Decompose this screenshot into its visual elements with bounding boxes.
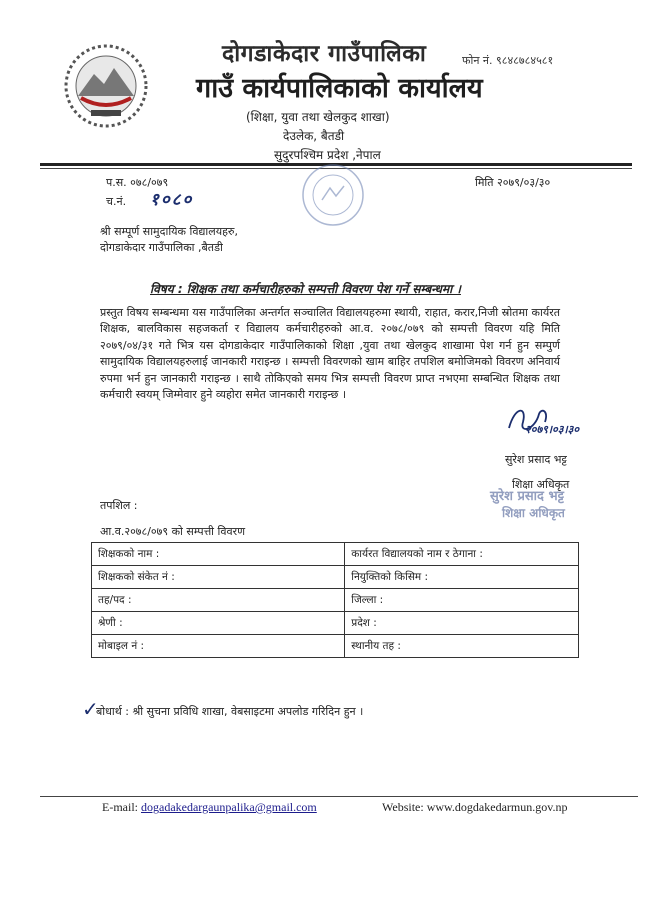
asset-heading: आ.व.२०७८/०७९ को सम्पत्ती विवरण	[100, 525, 246, 538]
table-cell: मोबाइल नं :	[92, 635, 345, 658]
letter-body: प्रस्तुत विषय सम्बन्धमा यस गाउँपालिका अन्तर्गत सञ्चालित विद्यालयहरुमा स्थायी, राहात, करार,निजी स्रोतमा कार्यरत शिक्षक, बालविकास सहजकर्ता र विद्यालय कर्मचारीहरुको आ.व. २०७८/०७९ को सम्पत्ती विवरण यहि मिति २०७९/०४/३१ गते भित्र यस दोगडाकेदार गाउँपालिकाको शिक्षा ,युवा तथा खेलकुद शाखामा पेश गर्न हुन सम्पुर्ण सामुदायिक विद्यालयहरुलाई जानकारी गराइन्छ । सम्पत्ती विवरणको खाम बाहिर तपशिल बमोजिमको विवरण अनिवार्य रुपमा भर्न हुन जानकारी गराइन्छ । साथै तोकिएको समय भित्र सम्पत्ती विवरण प्राप्त नभएमा सम्बन्धित शिक्षक तथा कर्मचारी स्वयम् जिम्मेवार हुने व्यहोरा समेत जानकारी गराइन्छ ।	[100, 306, 560, 402]
branch-name: (शिक्षा, युवा तथा खेलकुद शाखा)	[246, 110, 390, 124]
table-cell: कार्यरत विद्यालयको नाम र ठेगाना :	[345, 543, 579, 566]
website-label: Website:	[382, 800, 424, 814]
tapshil-label: तपशिल :	[100, 499, 138, 512]
stamp-line-2: शिक्षा अधिकृत	[502, 506, 565, 520]
office-round-stamp	[298, 160, 368, 230]
bodharth-note: बोधार्थ : श्री सुचना प्रविधि शाखा, वेबसाइटमा अपलोड गरिदिन हुन ।	[96, 705, 364, 718]
province-name: सुदुरपश्चिम प्रदेश ,नेपाल	[274, 148, 381, 162]
signer-title: शिक्षा अधिकृत	[512, 478, 570, 491]
table-cell: तह/पद :	[92, 589, 345, 612]
signature-date: २०७९।०३।३०	[525, 423, 580, 436]
table-row	[92, 612, 579, 635]
table-cell: प्रदेश :	[345, 612, 579, 635]
dispatch-number-handwritten: १०८०	[150, 190, 194, 210]
handwritten-mark: ✓	[82, 697, 99, 721]
table-cell: श्रेणी :	[92, 612, 345, 635]
footer-website	[382, 800, 567, 815]
website-url[interactable]: www.dogdakedarmun.gov.np	[426, 800, 568, 814]
letter-date: मिति २०७९/०३/३०	[475, 176, 551, 189]
dispatch-label: च.नं.	[106, 195, 127, 208]
signature	[505, 400, 615, 442]
email-label: E-mail:	[102, 800, 138, 814]
office-name: गाउँ कार्यपालिकाको कार्यालय	[196, 73, 483, 104]
municipality-name: दोगडाकेदार गाउँपालिका	[222, 41, 427, 67]
table-row	[92, 635, 579, 658]
signer-name: सुरेश प्रसाद भट्ट	[505, 453, 567, 466]
table-cell: शिक्षकको संकेत नं :	[92, 566, 345, 589]
table-row	[92, 566, 579, 589]
letter-subject: विषय : शिक्षक तथा कर्मचारीहरुको सम्पत्ती विवरण पेश गर्ने सम्बन्धमा ।	[150, 282, 461, 296]
table-cell: स्थानीय तह :	[345, 635, 579, 658]
table-cell: नियुक्तिको किसिम :	[345, 566, 579, 589]
asset-details-table	[91, 542, 579, 658]
nepal-government-emblem	[56, 40, 156, 130]
signer-stamp	[490, 486, 630, 534]
footer-divider	[40, 796, 638, 797]
recipient-line-1: श्री सम्पूर्ण सामुदायिक विद्यालयहरु,	[100, 225, 238, 238]
office-address: देउलेक, बैतडी	[283, 129, 345, 143]
stamp-line-1: सुरेश प्रसाद भट्ट	[490, 489, 564, 504]
email-link[interactable]: dogadakedargaunpalika@gmail.com	[141, 800, 317, 814]
footer-email	[102, 800, 317, 815]
table-cell: शिक्षकको नाम :	[92, 543, 345, 566]
phone-number: फोन नं. ९८४८७८४५८१	[462, 54, 554, 67]
table-row	[92, 543, 579, 566]
recipient-line-2: दोगडाकेदार गाउँपालिका ,बैतडी	[100, 241, 223, 254]
table-row	[92, 589, 579, 612]
reference-number: प.स. ०७८/०७९	[106, 176, 169, 189]
table-cell: जिल्ला :	[345, 589, 579, 612]
